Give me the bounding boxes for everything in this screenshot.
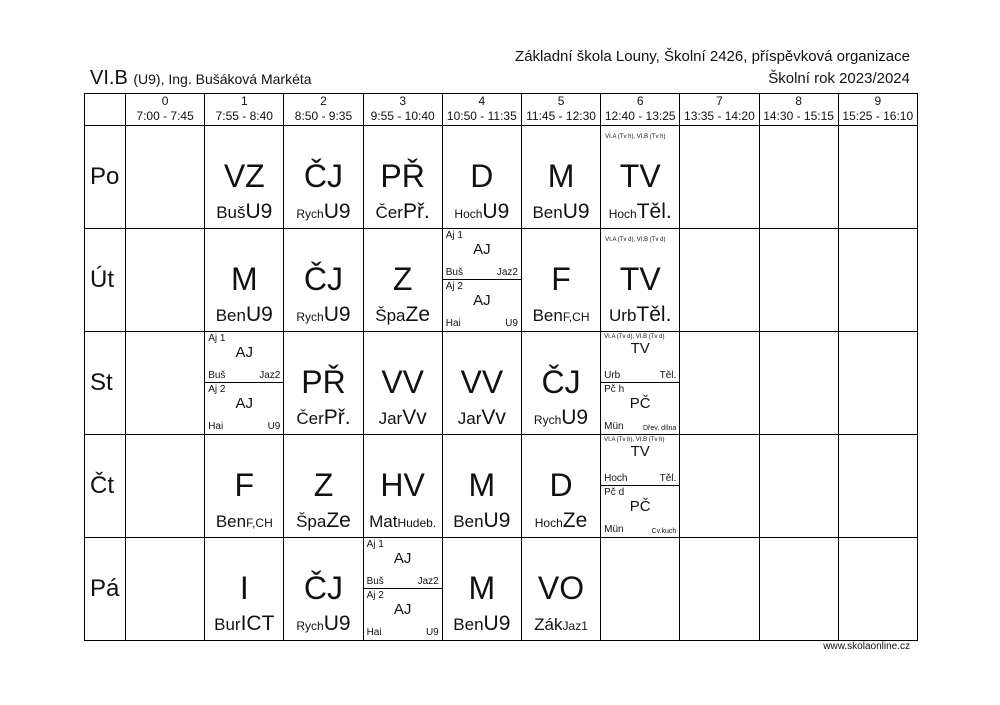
lesson-cell: [205, 229, 284, 332]
lesson-subject: M: [468, 570, 496, 606]
day-row: [85, 435, 918, 538]
lesson-teacher: Ben: [532, 203, 563, 222]
lesson-teacher-room: [443, 612, 521, 638]
empty-cell: [838, 126, 917, 229]
lesson-room: U9: [245, 200, 273, 223]
lesson-subject: TV: [630, 443, 650, 460]
period-time: 9:55 - 10:40: [363, 108, 442, 126]
lesson: [205, 538, 283, 640]
lesson-cell: [442, 435, 521, 538]
lesson: [364, 229, 442, 331]
lesson-cell: [363, 435, 442, 538]
lesson-group: Aj 1: [445, 230, 463, 241]
period-number-row: [85, 94, 918, 109]
lesson-teacher: Mün: [604, 524, 624, 535]
day-name-label: Po: [90, 163, 120, 190]
lesson-group: Pč h: [604, 384, 625, 395]
day-name-label: Pá: [90, 575, 120, 602]
lesson-teacher: Ben: [453, 615, 484, 634]
lesson: [364, 435, 442, 537]
lesson-teacher: Hoch: [604, 473, 628, 484]
lesson-teacher: Buš: [366, 576, 384, 587]
lesson-room: U9: [483, 509, 511, 532]
lesson-cell: [442, 229, 521, 332]
lesson-subject: HV: [380, 467, 425, 503]
lesson-teacher: Mün: [604, 421, 624, 432]
lesson: [284, 229, 362, 331]
lesson-teacher-room: [284, 406, 362, 432]
lesson-teacher: Buš: [445, 267, 463, 278]
school-year: Školní rok 2023/2024: [768, 70, 910, 87]
lesson-teacher: Čer: [375, 203, 403, 222]
lesson-subject: F: [551, 261, 571, 297]
lesson-subject: Z: [313, 467, 334, 503]
lesson-room: U9: [425, 627, 439, 638]
lesson-room: U9: [323, 303, 351, 326]
lesson-cell: [521, 126, 600, 229]
period-number: 0: [126, 94, 205, 109]
lesson: [284, 126, 362, 228]
period-time: 15:25 - 16:10: [838, 108, 917, 126]
group-lesson: [601, 485, 679, 537]
lesson-subject: AJ: [393, 550, 412, 567]
lesson-subject: VO: [537, 570, 585, 606]
lesson: [364, 126, 442, 228]
lesson-subject: D: [549, 467, 573, 503]
lesson-teacher-room: [364, 200, 442, 226]
lesson-group-note: VI.A (Tv d), VI.B (Tv d): [604, 334, 665, 340]
lesson-room: Př.: [402, 200, 430, 223]
lesson-teacher-room: [205, 510, 283, 535]
empty-cell: [838, 229, 917, 332]
day-name: [85, 538, 126, 641]
group-lesson: [205, 382, 283, 434]
empty-cell: [838, 538, 917, 641]
split-lesson: [601, 435, 679, 537]
period-number: 3: [363, 94, 442, 109]
day-name: [85, 332, 126, 435]
empty-cell: [126, 332, 205, 435]
lesson-room: U9: [323, 612, 351, 635]
empty-cell: [759, 229, 838, 332]
lesson-subject: AJ: [473, 292, 491, 309]
lesson-cell: [521, 538, 600, 641]
lesson-teacher: Rych: [296, 619, 324, 633]
lesson-teacher-room: [284, 200, 362, 226]
lesson: [522, 538, 600, 640]
lesson-room: Cv.kuch: [651, 528, 677, 535]
empty-cell: [601, 538, 680, 641]
lesson-cell: [284, 538, 363, 641]
lesson-teacher-room: [284, 303, 362, 329]
empty-cell: [838, 332, 917, 435]
lesson: [522, 229, 600, 331]
lesson-cell: [442, 126, 521, 229]
lesson: [205, 229, 283, 331]
lesson: [443, 332, 521, 434]
lesson-subject: TV: [619, 158, 661, 194]
day-row: [85, 126, 918, 229]
lesson-room: Jaz1: [562, 619, 588, 633]
lesson-cell: [205, 126, 284, 229]
split-lesson: [601, 332, 679, 434]
lesson-room: F,CH: [562, 310, 590, 324]
lesson-cell: [205, 332, 284, 435]
lesson-teacher: Urb: [609, 306, 637, 325]
lesson: [601, 229, 679, 331]
lesson-teacher: Rych: [296, 207, 324, 221]
lesson-group-note: VI.A (Tv d), VI.B (Tv d): [605, 237, 666, 243]
lesson-room: U9: [483, 612, 511, 635]
lesson-teacher-room: [205, 200, 283, 226]
lesson: [443, 538, 521, 640]
lesson-teacher: Ben: [215, 306, 246, 325]
lesson-teacher-room: [522, 509, 600, 535]
lesson: [522, 435, 600, 537]
day-name: [85, 435, 126, 538]
lesson-subject: AJ: [235, 344, 254, 361]
lesson-subject: D: [470, 158, 494, 194]
lesson-room: Ze: [405, 303, 431, 326]
lesson-subject: TV: [630, 340, 650, 357]
day-name-label: Út: [90, 266, 114, 293]
lesson-cell: [442, 332, 521, 435]
lesson-group: Aj 2: [445, 281, 463, 292]
lesson: [522, 332, 600, 434]
period-time: 14:30 - 15:15: [759, 108, 838, 126]
group-lesson: [601, 382, 679, 434]
lesson-room: Ze: [326, 509, 351, 532]
period-time: 11:45 - 12:30: [521, 108, 600, 126]
group-lesson: [601, 435, 679, 486]
lesson-teacher-room: [522, 200, 600, 226]
lesson-cell: [363, 126, 442, 229]
class-name: VI.B: [90, 67, 128, 89]
lesson-room: Dřev. dílna: [642, 425, 677, 432]
lesson-teacher-room: [601, 200, 679, 226]
group-lesson: [443, 229, 521, 280]
lesson-subject: AJ: [235, 395, 254, 412]
lesson-subject: TV: [619, 261, 661, 297]
lesson-cell: [363, 229, 442, 332]
lesson-subject: AJ: [473, 241, 491, 258]
lesson-room: F,CH: [246, 516, 273, 530]
empty-cell: [126, 435, 205, 538]
lesson-room: Vv: [481, 406, 506, 429]
day-row: [85, 229, 918, 332]
lesson-teacher: Bur: [214, 615, 241, 634]
lesson: [284, 332, 362, 434]
lesson-cell: [601, 126, 680, 229]
lesson-room: Jaz2: [496, 267, 518, 278]
footer-url: www.skolaonline.cz: [823, 641, 910, 652]
period-time: 12:40 - 13:25: [601, 108, 680, 126]
lesson-subject: PŘ: [380, 158, 425, 194]
lesson-room: Př.: [323, 406, 351, 429]
lesson-subject: VZ: [223, 158, 265, 194]
lesson-teacher: Mat: [369, 512, 398, 531]
lesson-room: Těl.: [636, 200, 672, 223]
lesson-teacher: Hai: [445, 318, 461, 329]
lesson-teacher: Hai: [366, 627, 382, 638]
lesson-teacher: Ben: [215, 512, 247, 531]
empty-cell: [759, 126, 838, 229]
period-number: 7: [680, 94, 759, 109]
lesson-cell: [284, 229, 363, 332]
lesson-teacher-room: [205, 612, 283, 638]
lesson-room: Hudeb.: [397, 516, 437, 530]
lesson-teacher-room: [601, 303, 679, 329]
empty-cell: [680, 538, 759, 641]
lesson-teacher: Urb: [604, 370, 621, 381]
lesson-subject: ČJ: [303, 158, 344, 194]
lesson-teacher: Ben: [453, 512, 484, 531]
empty-cell: [680, 229, 759, 332]
class-title: [90, 67, 312, 90]
lesson-subject: F: [234, 467, 255, 503]
lesson-room: U9: [267, 421, 281, 432]
lesson-cell: [521, 229, 600, 332]
lesson-subject: VV: [381, 364, 424, 400]
lesson-room: U9: [505, 318, 518, 329]
lesson: [284, 538, 362, 640]
lesson-room: Těl.: [636, 303, 672, 326]
lesson-room: Vv: [402, 406, 427, 429]
lesson-group-note: VI.A (Tv h), VI.B (Tv h): [604, 437, 665, 443]
empty-cell: [680, 435, 759, 538]
lesson: [601, 126, 679, 228]
class-room-teacher: (U9), Ing. Bušáková Markéta: [133, 71, 312, 87]
lesson-subject: PŘ: [301, 364, 346, 400]
lesson-room: Těl.: [659, 370, 677, 381]
lesson: [364, 332, 442, 434]
lesson-subject: PČ: [629, 498, 651, 515]
empty-cell: [759, 332, 838, 435]
period-number: 8: [759, 94, 838, 109]
period-number: 9: [838, 94, 917, 109]
lesson-teacher-room: [284, 612, 362, 638]
lesson-cell: [284, 435, 363, 538]
period-number: 4: [442, 94, 521, 109]
empty-cell: [759, 538, 838, 641]
split-lesson: [364, 538, 442, 640]
period-time-row: [85, 108, 918, 126]
period-time: 7:00 - 7:45: [126, 108, 205, 126]
corner-cell: [85, 108, 126, 126]
lesson-room: U9: [482, 200, 510, 223]
lesson-subject: AJ: [393, 601, 412, 618]
lesson-subject: PČ: [629, 395, 651, 412]
lesson-teacher-room: [364, 303, 442, 329]
corner-cell: [85, 94, 126, 109]
group-lesson: [364, 588, 442, 640]
period-time: 10:50 - 11:35: [442, 108, 521, 126]
lesson-room: U9: [323, 200, 351, 223]
lesson-teacher: Špa: [375, 306, 406, 325]
lesson-subject: I: [239, 570, 249, 606]
group-lesson: [443, 279, 521, 331]
lesson-subject: ČJ: [303, 261, 344, 297]
lesson-subject: ČJ: [541, 364, 581, 400]
lesson-cell: [205, 435, 284, 538]
empty-cell: [838, 435, 917, 538]
empty-cell: [126, 538, 205, 641]
lesson-teacher-room: [522, 406, 600, 432]
lesson-subject: M: [230, 261, 258, 297]
lesson-teacher: Rych: [533, 413, 562, 427]
lesson: [522, 126, 600, 228]
period-number: 2: [284, 94, 363, 109]
lesson-teacher-room: [364, 406, 442, 432]
lesson-cell: [601, 435, 680, 538]
group-lesson: [205, 332, 283, 383]
day-name: [85, 126, 126, 229]
lesson-teacher: Ben: [532, 306, 563, 325]
lesson-teacher-room: [443, 200, 521, 226]
lesson-cell: [601, 229, 680, 332]
lesson-cell: [442, 538, 521, 641]
lesson-teacher: Jar: [457, 409, 482, 428]
lesson-group: Aj 2: [366, 590, 384, 601]
lesson-teacher: Rych: [296, 310, 324, 324]
empty-cell: [759, 435, 838, 538]
lesson-room: ICT: [240, 612, 275, 635]
lesson-cell: [363, 332, 442, 435]
lesson-room: Ze: [562, 509, 588, 532]
day-name: [85, 229, 126, 332]
lesson-room: Těl.: [659, 473, 677, 484]
lesson-cell: [205, 538, 284, 641]
lesson-teacher: Hoch: [454, 207, 483, 221]
split-lesson: [205, 332, 283, 434]
lesson-cell: [284, 332, 363, 435]
lesson-teacher-room: [284, 509, 362, 535]
lesson-cell: [601, 332, 680, 435]
lesson-room: U9: [561, 406, 589, 429]
group-lesson: [601, 332, 679, 383]
lesson-teacher: Hoch: [608, 207, 637, 221]
period-time: 13:35 - 14:20: [680, 108, 759, 126]
lesson-teacher: Hai: [208, 421, 224, 432]
lesson-teacher-room: [522, 613, 600, 638]
lesson: [443, 126, 521, 228]
lesson-teacher-room: [443, 406, 521, 432]
lesson: [284, 435, 362, 537]
lesson-room: Jaz2: [417, 576, 439, 587]
lesson-teacher-room: [443, 509, 521, 535]
empty-cell: [680, 126, 759, 229]
period-number: 5: [521, 94, 600, 109]
empty-cell: [126, 126, 205, 229]
lesson-cell: [363, 538, 442, 641]
day-row: [85, 332, 918, 435]
school-name: Základní škola Louny, Školní 2426, příspěvková organizace: [515, 48, 910, 65]
lesson-teacher: Buš: [208, 370, 226, 381]
empty-cell: [680, 332, 759, 435]
period-number: 6: [601, 94, 680, 109]
lesson-subject: ČJ: [303, 570, 344, 606]
lesson-teacher-room: [364, 510, 442, 535]
lesson-room: U9: [562, 200, 590, 223]
lesson-group: Aj 1: [366, 539, 384, 550]
day-name-label: Čt: [90, 472, 114, 499]
lesson-subject: M: [547, 158, 575, 194]
lesson-teacher: Jar: [378, 409, 403, 428]
lesson: [443, 435, 521, 537]
split-lesson: [443, 229, 521, 331]
lesson-group-note: VI.A (Tv h), VI.B (Tv h): [605, 134, 666, 140]
lesson-subject: Z: [392, 261, 413, 297]
lesson-cell: [284, 126, 363, 229]
day-name-label: St: [90, 369, 113, 396]
lesson-teacher-room: [522, 304, 600, 329]
lesson-teacher: Hoch: [534, 516, 563, 530]
lesson-cell: [521, 332, 600, 435]
timetable: [84, 93, 918, 641]
group-lesson: [364, 538, 442, 589]
lesson-group: Pč d: [604, 487, 625, 498]
lesson-subject: M: [468, 467, 496, 503]
lesson: [205, 126, 283, 228]
lesson: [205, 435, 283, 537]
lesson-teacher: Špa: [296, 512, 327, 531]
lesson-teacher: Zák: [534, 615, 563, 634]
period-time: 7:55 - 8:40: [205, 108, 284, 126]
lesson-subject: VV: [460, 364, 504, 400]
lesson-group: Aj 1: [208, 333, 226, 344]
lesson-cell: [521, 435, 600, 538]
lesson-teacher: Buš: [216, 203, 246, 222]
lesson-group: Aj 2: [208, 384, 226, 395]
lesson-teacher: Čer: [296, 409, 324, 428]
empty-cell: [126, 229, 205, 332]
lesson-teacher-room: [205, 303, 283, 329]
lesson-room: Jaz2: [259, 370, 281, 381]
lesson-room: U9: [245, 303, 273, 326]
day-row: [85, 538, 918, 641]
period-time: 8:50 - 9:35: [284, 108, 363, 126]
period-number: 1: [205, 94, 284, 109]
